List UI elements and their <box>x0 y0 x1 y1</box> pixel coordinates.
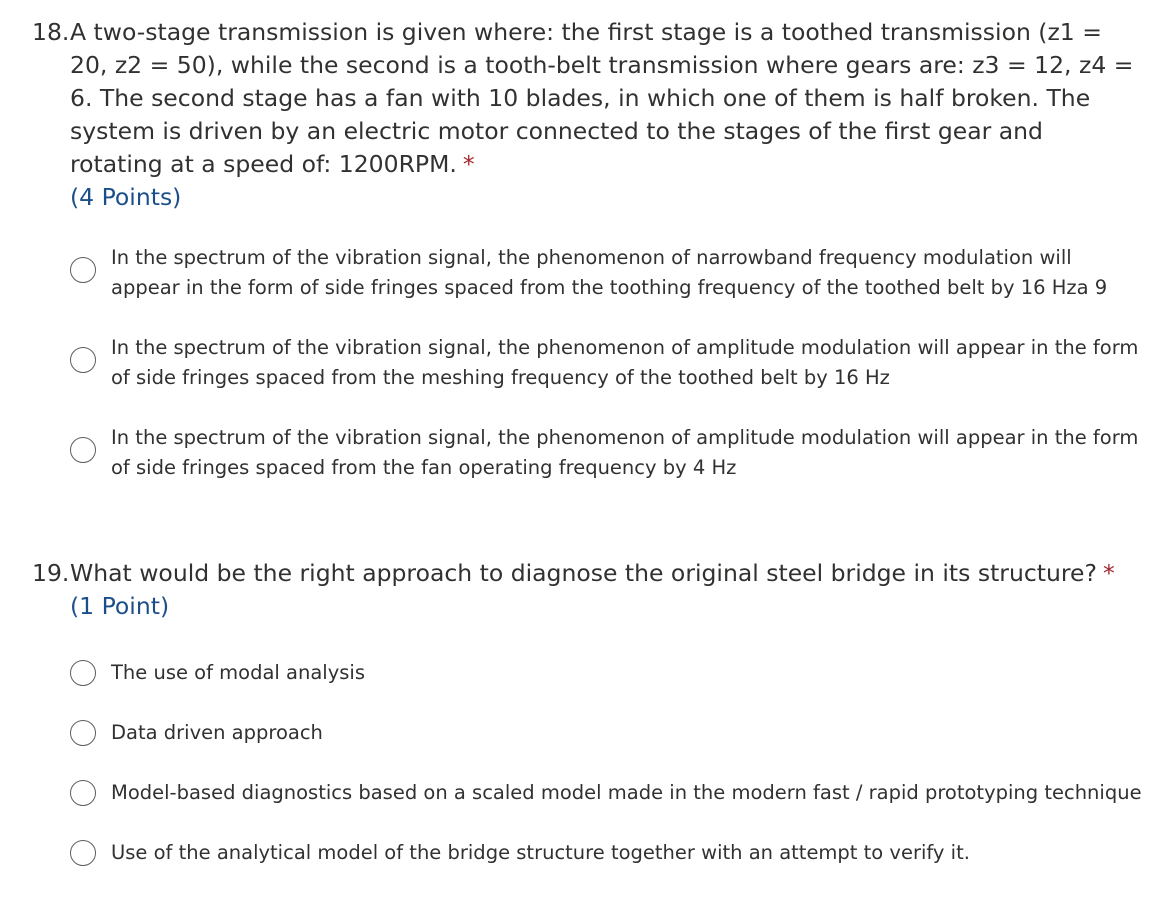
question-text: A two-stage transmission is given where: the first stage is a toothed transmission (z1 = 20, z2 = 50), while the second is a tooth-belt transmission where gears are: z3 = 12, z4 = 6. The second stage has a fan with 10 blades, in which one of them is half broken. The system is driven by an electric motor connected to the stages of the first gear and rotating at a speed of: 1200RPM. <box>70 18 1134 178</box>
question-number: 18. <box>32 18 70 46</box>
answer-option[interactable] <box>70 243 1142 303</box>
option-label: The use of modal analysis <box>111 661 365 684</box>
radio-button[interactable] <box>70 720 96 746</box>
question-points: (4 Points) <box>70 183 182 211</box>
option-label: Data driven approach <box>111 721 323 744</box>
answer-option[interactable] <box>70 423 1142 483</box>
option-label: In the spectrum of the vibration signal, the phenomenon of amplitude modulation will appear in the form of side fringes spaced from the fan operating frequency by 4 Hz <box>111 426 1139 479</box>
question-points: (1 Point) <box>70 592 170 620</box>
option-label: Model-based diagnostics based on a scaled model made in the modern fast / rapid prototyping technique <box>111 781 1142 804</box>
question-18-title <box>32 16 1142 214</box>
radio-button[interactable] <box>70 660 96 686</box>
answer-option[interactable] <box>70 658 1142 688</box>
question-18 <box>32 16 1142 513</box>
question-number: 19. <box>32 559 70 587</box>
answer-option[interactable] <box>70 718 1142 748</box>
question-19 <box>32 557 1142 898</box>
radio-button[interactable] <box>70 257 96 283</box>
answer-option[interactable] <box>70 838 1142 868</box>
required-marker: * <box>462 150 475 178</box>
options-list <box>70 658 1142 868</box>
radio-button[interactable] <box>70 437 96 463</box>
required-marker: * <box>1102 559 1115 587</box>
option-label: Use of the analytical model of the bridge structure together with an attempt to verify it. <box>111 841 970 864</box>
option-label: In the spectrum of the vibration signal, the phenomenon of narrowband frequency modulation will appear in the form of side fringes spaced from the toothing frequency of the toothed belt by 16 Hza 9 <box>111 246 1108 299</box>
radio-button[interactable] <box>70 840 96 866</box>
question-19-title <box>32 557 1142 623</box>
options-list <box>70 243 1142 483</box>
option-label: In the spectrum of the vibration signal, the phenomenon of amplitude modulation will appear in the form of side fringes spaced from the meshing frequency of the toothed belt by 16 Hz <box>111 336 1139 389</box>
answer-option[interactable] <box>70 778 1142 808</box>
radio-button[interactable] <box>70 780 96 806</box>
answer-option[interactable] <box>70 333 1142 393</box>
radio-button[interactable] <box>70 347 96 373</box>
question-text: What would be the right approach to diagnose the original steel bridge in its structure? <box>70 559 1097 587</box>
